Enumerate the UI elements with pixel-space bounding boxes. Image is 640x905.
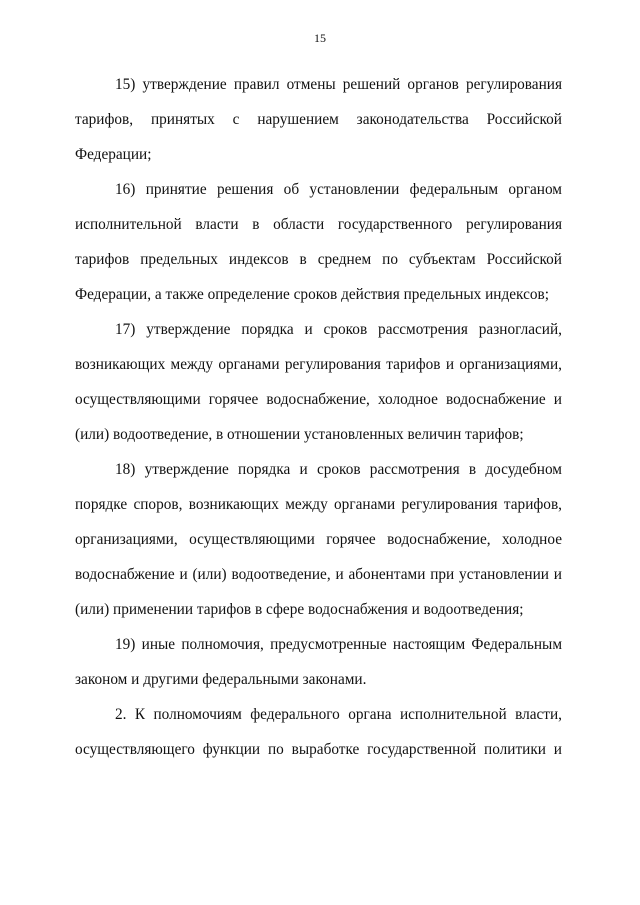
page-number: 15 [314, 31, 326, 45]
paragraph-section-2: 2. К полномочиям федерального органа исполнительной власти, осуществляющего функции по выработке государственной политики и [75, 706, 562, 758]
paragraph-item-18: 18) утверждение порядка и сроков рассмотрения в досудебном порядке споров, возникающих между органами регулирования тарифов, организациями, осуществляющими горячее водоснабжение, холодное водоснабжение и (или) водоотведение, и абонентами при установлении и (или) применении тарифов в сфере водоснабжения и водоотведения; [75, 461, 562, 618]
paragraph-item-15: 15) утверждение правил отмены решений органов регулирования тарифов, принятых с нарушением законодательства Российской Федерации; [75, 76, 562, 163]
document-body [75, 67, 562, 767]
paragraph-item-17: 17) утверждение порядка и сроков рассмотрения разногласий, возникающих между органами регулирования тарифов и организациями, осуществляющими горячее водоснабжение, холодное водоснабжение и (или) водоотведение, в отношении установленных величин тарифов; [75, 321, 562, 443]
paragraph-item-16: 16) принятие решения об установлении федеральным органом исполнительной власти в области государственного регулирования тарифов предельных индексов в среднем по субъектам Российской Федерации, а также определение сроков действия предельных индексов; [75, 181, 562, 303]
paragraph-item-19: 19) иные полномочия, предусмотренные настоящим Федеральным законом и другими федеральными законами. [75, 636, 562, 688]
